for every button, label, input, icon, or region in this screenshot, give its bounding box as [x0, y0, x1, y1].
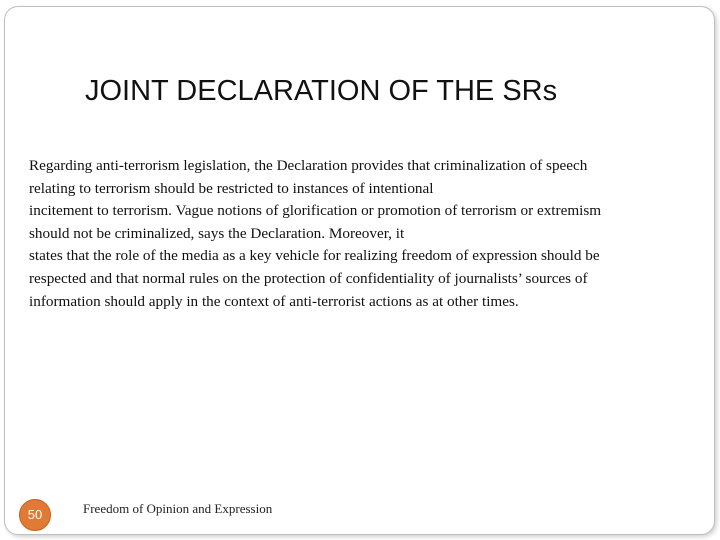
body-line: Regarding anti-terrorism legislation, the Declaration provides that criminalization of speech: [29, 157, 588, 174]
slide-footer: Freedom of Opinion and Expression: [83, 501, 273, 516]
body-line: states that the role of the media as a key vehicle for realizing freedom of expression should be: [29, 247, 600, 265]
slide-number-badge: 50: [19, 499, 51, 531]
body-line: should not be criminalized, says the Declaration. Moreover, it: [29, 224, 405, 242]
body-line: respected and that normal rules on the protection of confidentiality of journalists’ sources of: [29, 269, 588, 287]
body-line: incitement to terrorism. Vague notions of glorification or promotion of terrorism or extremism: [29, 202, 602, 220]
body-line: relating to terrorism should be restricted to instances of intentional: [29, 179, 434, 197]
slide-title: JOINT DECLARATION OF THE SRs: [85, 75, 558, 107]
body-line: information should apply in the context of anti-terrorist actions as at other times.: [29, 292, 519, 310]
slide-body: [29, 155, 709, 313]
slide-frame: [4, 6, 715, 535]
